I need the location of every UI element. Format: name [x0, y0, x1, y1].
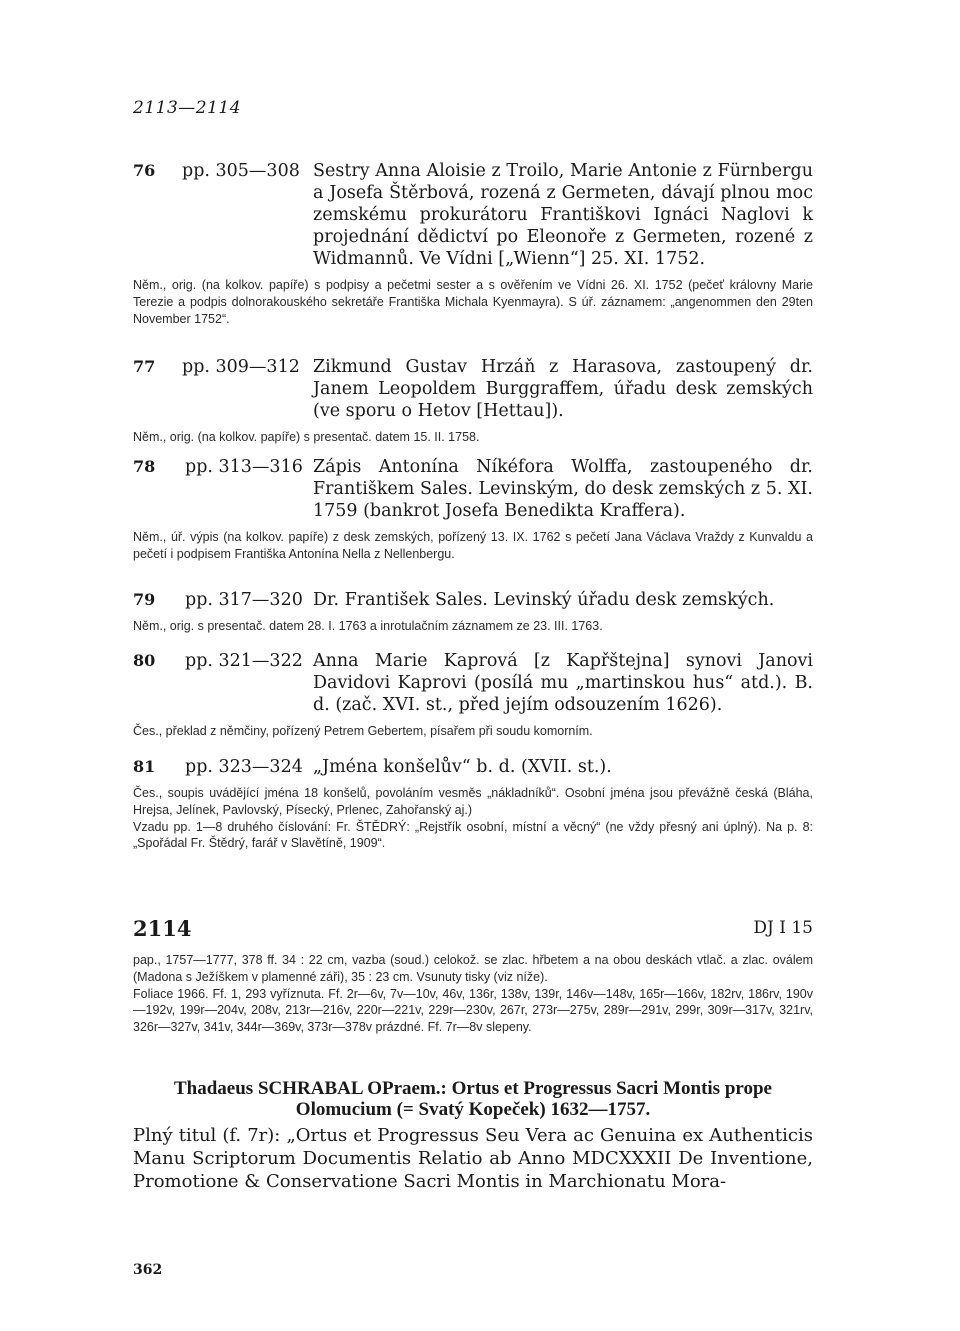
entry-79: [133, 589, 813, 635]
entry-number: 76: [133, 161, 156, 180]
entry-note-text: Čes., soupis uvádějící jména 18 konšelů, povoláním vesměs „nákladníků“. Osobní jména jsou převážně česká (Bláha, Hrejsa, Jelínek, Pavlovský, Písecký, Prlenec, Zahořanský aj.): [133, 786, 813, 817]
entry-text: Zikmund Gustav Hrzáň z Harasova, zastoupený dr. Janem Leopoldem Burggraffem, úřadu desk zemských (ve sporu o Hetov [Hettau]).: [313, 357, 813, 421]
entry-number: 78: [133, 457, 156, 476]
entry-pages: pp. 321—322: [185, 651, 303, 671]
entry-text: Zápis Antonína Níkéfora Wolffa, zastoupeného dr. Františkem Sales. Levinským, do desk zemských z 5. XI. 1759 (bankrot Josefa Benedikta Kraffera).: [313, 457, 813, 521]
entry-number: 79: [133, 590, 156, 609]
entry-76: [133, 160, 813, 327]
work-title: [133, 1078, 813, 1120]
entry-head: [133, 650, 813, 716]
running-header: 2113—2114: [133, 98, 242, 118]
full-title-paragraph: Plný titul (f. 7r): „Ortus et Progressus Seu Vera ac Genuina ex Authenticis Manu Scriptorum Documentis Relatio ab Anno MDCXXXII De Inventione, Promotione & Conservatione Sacri Montis in Marchionatu Mora-: [133, 1125, 813, 1192]
section-description-physical: pap., 1757—1777, 378 ff. 34 : 22 cm, vazba (soud.) celokož. se zlac. hřbetem a na obou deskách vtlač. a zlac. oválem (Madona s Ježíškem v plamenné záři), 35 : 23 cm. Vsunuty tisky (viz níže).: [133, 953, 813, 984]
entry-head: [133, 160, 813, 270]
entry-81: [133, 756, 813, 852]
entry-pages: pp. 323—324: [185, 757, 303, 777]
entry-80: [133, 650, 813, 740]
entry-note-text: Něm., orig. s presentač. datem 28. I. 1763 a inrotulačním záznamem ze 23. III. 1763.: [133, 619, 603, 633]
entry-note-text: Něm., úř. výpis (na kolkov. papíře) z desk zemských, pořízený 13. IX. 1762 s pečetí Jana Václava Vraždy z Kunvaldu a pečetí i podpisem Františka Antonína Nella z Nellenbergu.: [133, 530, 813, 561]
entry-text: Sestry Anna Aloisie z Troilo, Marie Antonie z Fürnbergu a Josefa Štěrbová, rozená z Germeten, dávají plnou moc zemskému prokurátoru Františkovi Ignáci Naglovi k projednání dědictví po Eleonoře z Germeten, rozené z Widmannů. Ve Vídni [„Wienn“] 25. XI. 1752.: [313, 161, 813, 269]
entry-text: Dr. František Sales. Levinský úřadu desk zemských.: [313, 590, 775, 610]
entry-text: Anna Marie Kaprová [z Kapřštejna] synovi Janovi Davidovi Kaprovi (posílá mu „martinskou hus“ atd.). B. d. (zač. XVI. st., před jejím odsouzením 1626).: [313, 651, 813, 715]
entry-note-text-2: Vzadu pp. 1—8 druhého číslování: Fr. ŠTĚDRÝ: „Rejstřík osobní, místní a věcný“ (ne vždy přesný ani úplný). Na p. 8: „Spořádal Fr. Štědrý, farář v Slavětíně, 1909“.: [133, 819, 813, 851]
entry-number: 77: [133, 357, 156, 376]
entry-note-text: Čes., překlad z němčiny, pořízený Petrem Gebertem, písařem při soudu komorním.: [133, 724, 593, 738]
entry-note-text: Něm., orig. (na kolkov. papíře) s presentač. datem 15. II. 1758.: [133, 430, 480, 444]
entry-pages: pp. 309—312: [182, 357, 300, 377]
section-description-foliation: Foliace 1966. Ff. 1, 293 vyříznuta. Ff. 2r—6v, 7v—10v, 46v, 136r, 138v, 139r, 146v—148v, 165r—166v, 182rv, 186rv, 190v—192v, 199r—204v, 208v, 213r—216v, 220r—221v, 229r—230v, 267r, 273r—275v, 289r—291v, 299r, 309r—317v, 321rv, 326r—327v, 341v, 344r—369v, 373r—378v prázdné. Ff. 7r—8v slepeny.: [133, 986, 813, 1035]
entry-78: [133, 456, 813, 563]
entry-note-text: Něm., orig. (na kolkov. papíře) s podpisy a pečetmi sester a s ověřením ve Vídni 26. XI. 1752 (pečeť královny Marie Terezie a podpis dolnorakouského sekretáře Františka Michala Kyenmayra). S úř. záznamem: „angenommen den 29ten November 1752“.: [133, 278, 813, 326]
entry-note: [133, 618, 813, 635]
entry-note: [133, 785, 813, 852]
entry-note: [133, 429, 813, 446]
work-title-line-1: Thadaeus SCHRABAL OPraem.: Ortus et Progressus Sacri Montis prope: [174, 1078, 772, 1099]
entry-note: [133, 529, 813, 563]
entry-head: [133, 356, 813, 422]
section-signature: DJ I 15: [753, 918, 813, 938]
entry-note: [133, 723, 813, 740]
entry-pages: pp. 317—320: [185, 590, 303, 610]
entry-text: „Jména konšelův“ b. d. (XVII. st.).: [313, 757, 612, 777]
entry-head: [133, 456, 813, 522]
entry-number: 81: [133, 757, 156, 776]
entry-note: [133, 277, 813, 327]
page-number: 362: [133, 1262, 163, 1278]
entry-number: 80: [133, 651, 156, 670]
entry-pages: pp. 305—308: [182, 161, 300, 181]
entry-head: [133, 589, 813, 611]
entry-head: [133, 756, 813, 778]
section-description: [133, 952, 813, 1036]
work-title-line-2: Olomucium (= Svatý Kopeček) 1632—1757.: [295, 1099, 651, 1120]
entry-pages: pp. 313—316: [185, 457, 303, 477]
entry-77: [133, 356, 813, 446]
section-number: 2114: [133, 916, 192, 941]
